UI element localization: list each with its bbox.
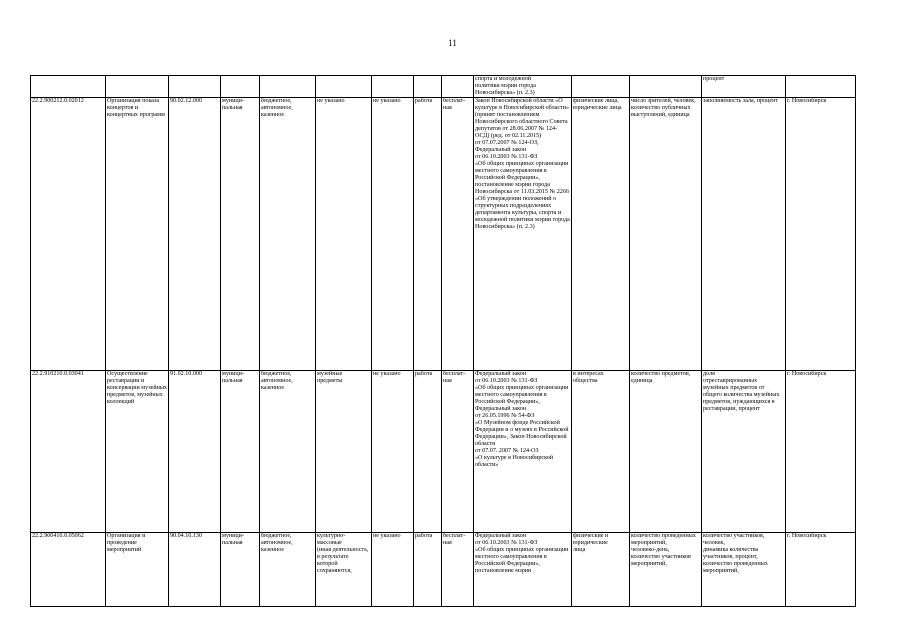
- consumers-cell: в интересах общества: [572, 371, 630, 533]
- registry-code-cell: 22.2.900212.0.02012: [31, 98, 106, 371]
- table-row-continuation: [31, 76, 856, 98]
- location-cell: г. Новосибирск: [786, 533, 856, 607]
- legal-basis-cell: Закон Новосибирской области «О культуре в Новосибирской области» (принят постановлением Новосибирского областного Совета депутатов от 28.06.2007 № 124-ОСД) (ред. от 02.11.2015) от 07.07.2007 № 124-ОЗ, Федеральный закон от 06.10.2003 № 131-ФЗ «Об общих принципах организации местного самоуправления в Российской Федерации», постановление мэрии города Новосибирска от 11.03.2015 № 2266 «Об утверждении положений о структурных подразделениях департамента культуры, спорта и молодежной политики мэрии города Новосибирска» (п. 2.3): [474, 98, 572, 371]
- service-name-cell: Осуществление реставрации и консервации музейных предметов, музейных коллекций: [106, 371, 169, 533]
- location-cell: г. Новосибирск: [786, 371, 856, 533]
- quality-indicator-cell: количество участников, человек, динамика количества участников, процент, количество проведенных мероприятий,: [702, 533, 786, 607]
- volume-indicator-cell: количество проведенных мероприятий, человеко-день, количество участников мероприятий,: [630, 533, 702, 607]
- volume-indicator-cell: число зрителей, человек, количество публичных выступлений, единица: [630, 98, 702, 371]
- service-name-cell: Организация показа концертов и концертных программ: [106, 98, 169, 371]
- legal-basis-cell: спорта и молодежной политики мэрии города Новосибирска» (п. 2.3): [474, 76, 572, 98]
- consumers-cell: физические лица, юридические лица: [572, 98, 630, 371]
- services-register-table: [30, 75, 856, 607]
- volume-indicator-cell: количество предметов, единица: [630, 371, 702, 533]
- level-cell: муници- пальная: [221, 371, 260, 533]
- kind-cell: работа: [414, 98, 442, 371]
- consumers-cell: физические и юридические лица: [572, 533, 630, 607]
- kind-cell: работа: [414, 371, 442, 533]
- service-name-cell: Организация и проведение мероприятий: [106, 533, 169, 607]
- table-row: [31, 371, 856, 533]
- payment-cell: бесплат- ная: [442, 371, 474, 533]
- institution-type-cell: бюджетное, автономное, казенное: [260, 371, 316, 533]
- level-cell: муници- пальная: [221, 533, 260, 607]
- content-cell: культурно- массовые (иная деятельность, в результате которой сохраняются,: [316, 533, 372, 607]
- legal-basis-cell: Федеральный закон от 06.10.2003 № 131-ФЗ «Об общих принципах организации местного самоуправления в Российской Федерации», постановление мэрии: [474, 533, 572, 607]
- page-number: 11: [448, 38, 457, 48]
- level-cell: муници- пальная: [221, 98, 260, 371]
- payment-cell: бесплат- ная: [442, 533, 474, 607]
- registry-code-cell: 22.2.900410.0.05062: [31, 533, 106, 607]
- okved-code-cell: 90.04.10.130: [169, 533, 221, 607]
- quality-indicator-cell: заполняемость зала, процент: [702, 98, 786, 371]
- payment-cell: бесплат- ная: [442, 98, 474, 371]
- location-cell: г. Новосибирск: [786, 98, 856, 371]
- table-row: [31, 98, 856, 371]
- kind-cell: работа: [414, 533, 442, 607]
- condition-cell: не указано: [372, 533, 414, 607]
- institution-type-cell: бюджетное, автономное, казенное: [260, 533, 316, 607]
- condition-cell: не указано: [372, 98, 414, 371]
- content-cell: не указано: [316, 98, 372, 371]
- quality-indicator-cell: процент: [702, 76, 786, 98]
- table-row: [31, 533, 856, 607]
- institution-type-cell: бюджетное, автономное, казенное: [260, 98, 316, 371]
- legal-basis-cell: Федеральный закон от 06.10.2003 № 131-ФЗ «Об общих принципах организации местного самоуправления в Российской Федерации», Федеральный закон от 26.05.1996 № 54-ФЗ «О Музейном фонде Российской Федерации и о музеях в Российской Федерации», Закон Новосибирской области от 07.07. 2007 № 124-ОЗ «О культуре в Новосибирской области»: [474, 371, 572, 533]
- condition-cell: не указано: [372, 371, 414, 533]
- okved-code-cell: 91.02.10.000: [169, 371, 221, 533]
- registry-code-cell: 22.2.910210.0.03041: [31, 371, 106, 533]
- quality-indicator-cell: доля отреставрированных музейных предметов от общего количества музейных предметов, нуждающихся в реставрации, процент: [702, 371, 786, 533]
- content-cell: музейные предметы: [316, 371, 372, 533]
- okved-code-cell: 90.02.12.000: [169, 98, 221, 371]
